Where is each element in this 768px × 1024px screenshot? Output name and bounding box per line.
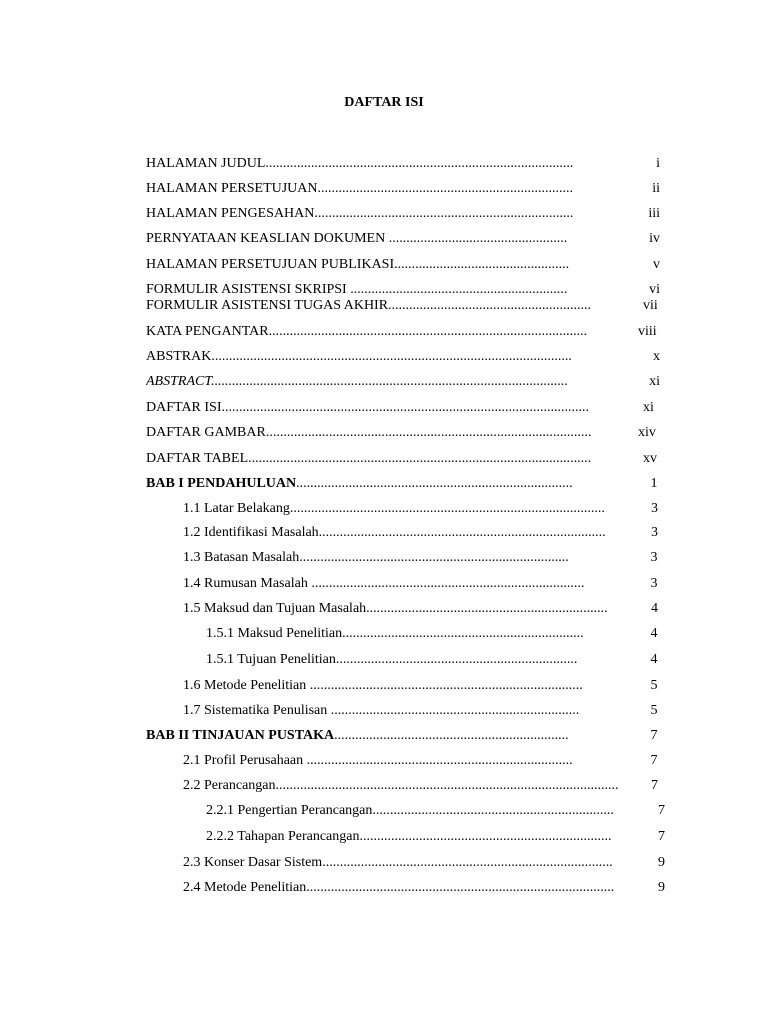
- toc-entry: [183, 500, 651, 518]
- toc-entry-title: 2.3 Konser Dasar Sistem...................................................................................: [183, 855, 613, 870]
- toc-page-number: x: [653, 349, 660, 364]
- toc-entry: [146, 424, 638, 442]
- toc-page-number: xi: [649, 374, 660, 389]
- toc-page-number: iv: [649, 231, 660, 246]
- toc-entry: [183, 777, 651, 795]
- toc-page-number: 5: [650, 703, 658, 718]
- toc-entry-title: DAFTAR TABEL..................................................................................................: [146, 451, 592, 466]
- page-title: DAFTAR ISI: [344, 95, 424, 110]
- toc-entry-title: FORMULIR ASISTENSI TUGAS AKHIR..........................................................: [146, 298, 592, 313]
- toc-page-number: 3: [650, 550, 658, 565]
- toc-page-number: v: [653, 257, 660, 272]
- toc-page-number: 7: [650, 753, 658, 768]
- toc-page-number: 7: [651, 778, 658, 793]
- toc-entry: [146, 205, 620, 223]
- toc-entry: [146, 348, 620, 366]
- toc-page-number: 3: [651, 525, 658, 540]
- toc-entry: [146, 399, 643, 417]
- toc-entry: [146, 180, 620, 198]
- toc-entry-title: BAB II TINJAUAN PUSTAKA: [146, 728, 335, 743]
- toc-page-number: 5: [650, 678, 658, 693]
- toc-entry: [146, 155, 620, 173]
- toc-entry: [146, 323, 638, 341]
- toc-page-number: 1: [650, 476, 658, 491]
- toc-page-number: 4: [650, 652, 658, 667]
- toc-entry-title: DAFTAR GAMBAR.............................................................................................: [146, 425, 592, 440]
- toc-entry: [146, 450, 643, 468]
- toc-entry-title: HALAMAN PENGESAHAN..........................................................................: [146, 206, 574, 221]
- toc-page-number: 4: [651, 601, 658, 616]
- toc-entry-title: DAFTAR ISI.........................................................................................................: [146, 400, 589, 415]
- toc-entry: [183, 524, 651, 542]
- toc-entry: [206, 625, 626, 643]
- toc-page-number: 4: [650, 626, 658, 641]
- toc-entry-title: 1.5 Maksud dan Tujuan Masalah.....................................................................: [183, 601, 608, 616]
- toc-page-number: i: [656, 156, 660, 171]
- toc-entry-title: 2.2.2 Tahapan Perancangan........................................................................: [206, 829, 612, 844]
- toc-entry-title: 1.7 Sistematika Penulisan .......................................................................: [183, 703, 580, 718]
- toc-page-number: 9: [658, 855, 665, 870]
- toc-entry-title: 2.4 Metode Penelitian........................................................................................: [183, 880, 615, 895]
- toc-entry-title: KATA PENGANTAR...........................................................................................: [146, 324, 588, 339]
- toc-entry-title: 1.4 Rumusan Masalah ..............................................................................: [183, 576, 585, 591]
- toc-entry-title: PERNYATAAN KEASLIAN DOKUMEN ...................................................: [146, 231, 568, 246]
- toc-entry-title: HALAMAN PERSETUJUAN.........................................................................: [146, 181, 574, 196]
- toc-entry: [183, 549, 613, 567]
- toc-entry-title: ABSTRACT......................................................................................................: [146, 374, 569, 389]
- toc-entry: [183, 575, 631, 593]
- toc-page-number: xv: [643, 451, 657, 466]
- toc-entry-title: 1.2 Identifikasi Masalah..................................................................................: [183, 525, 606, 540]
- toc-entry: [146, 475, 620, 493]
- toc-entry: [146, 230, 620, 248]
- toc-page-number: iii: [648, 206, 660, 221]
- toc-page-number: ii: [652, 181, 660, 196]
- toc-page-number: 7: [658, 803, 665, 818]
- toc-page-number: 7: [650, 728, 658, 743]
- toc-entry-title: 2.2 Perancangan..................................................................................................: [183, 778, 619, 793]
- toc-entry: [183, 752, 613, 770]
- toc-entry: [206, 802, 658, 820]
- toc-entry-dots: ...............................................................................: [296, 476, 573, 491]
- toc-entry-title: 1.3 Batasan Masalah.............................................................................: [183, 550, 569, 565]
- toc-entry-title: 1.5.1 Tujuan Penelitian.....................................................................: [206, 652, 578, 667]
- toc-entry: [206, 651, 620, 669]
- toc-entry-title: 1.5.1 Maksud Penelitian.....................................................................: [206, 626, 584, 641]
- toc-page-number: viii: [638, 324, 657, 339]
- toc-entry-title: HALAMAN PERSETUJUAN PUBLIKASI..................................................: [146, 257, 570, 272]
- toc-entry-dots: ...................................................................: [334, 728, 569, 743]
- toc-entry-title: 2.2.1 Pengertian Perancangan.....................................................................: [206, 803, 614, 818]
- toc-entry-title: 2.1 Profil Perusahaan ............................................................................: [183, 753, 573, 768]
- toc-entry: [183, 854, 658, 872]
- toc-page-number: 7: [658, 829, 665, 844]
- toc-entry-title: 1.6 Metode Penelitian ..............................................................................: [183, 678, 583, 693]
- toc-entry-title: FORMULIR ASISTENSI SKRIPSI ..............................................................: [146, 282, 568, 297]
- toc-page-number: 3: [650, 576, 658, 591]
- toc-page-number: vii: [643, 298, 658, 313]
- toc-entry-title: 1.1 Latar Belakang..........................................................................................: [183, 501, 605, 516]
- toc-entry: [146, 256, 620, 274]
- toc-page-number: xi: [643, 400, 654, 415]
- toc-entry: [183, 677, 628, 695]
- toc-entry: [146, 727, 620, 745]
- toc-page-number: 3: [651, 501, 658, 516]
- toc-page-number: vi: [649, 282, 660, 297]
- toc-entry: [183, 879, 658, 897]
- toc-entry: [146, 373, 620, 391]
- toc-entry: [183, 600, 651, 618]
- toc-page-number: xiv: [638, 425, 656, 440]
- toc-entry: [183, 702, 620, 720]
- toc-entry-title: BAB I PENDAHULUAN: [146, 476, 297, 491]
- toc-entry-title: HALAMAN JUDUL........................................................................................: [146, 156, 574, 171]
- toc-entry-title: ABSTRAK.......................................................................................................: [146, 349, 572, 364]
- toc-page-number: 9: [658, 880, 665, 895]
- toc-entry: [146, 297, 643, 315]
- toc-entry: [206, 828, 658, 846]
